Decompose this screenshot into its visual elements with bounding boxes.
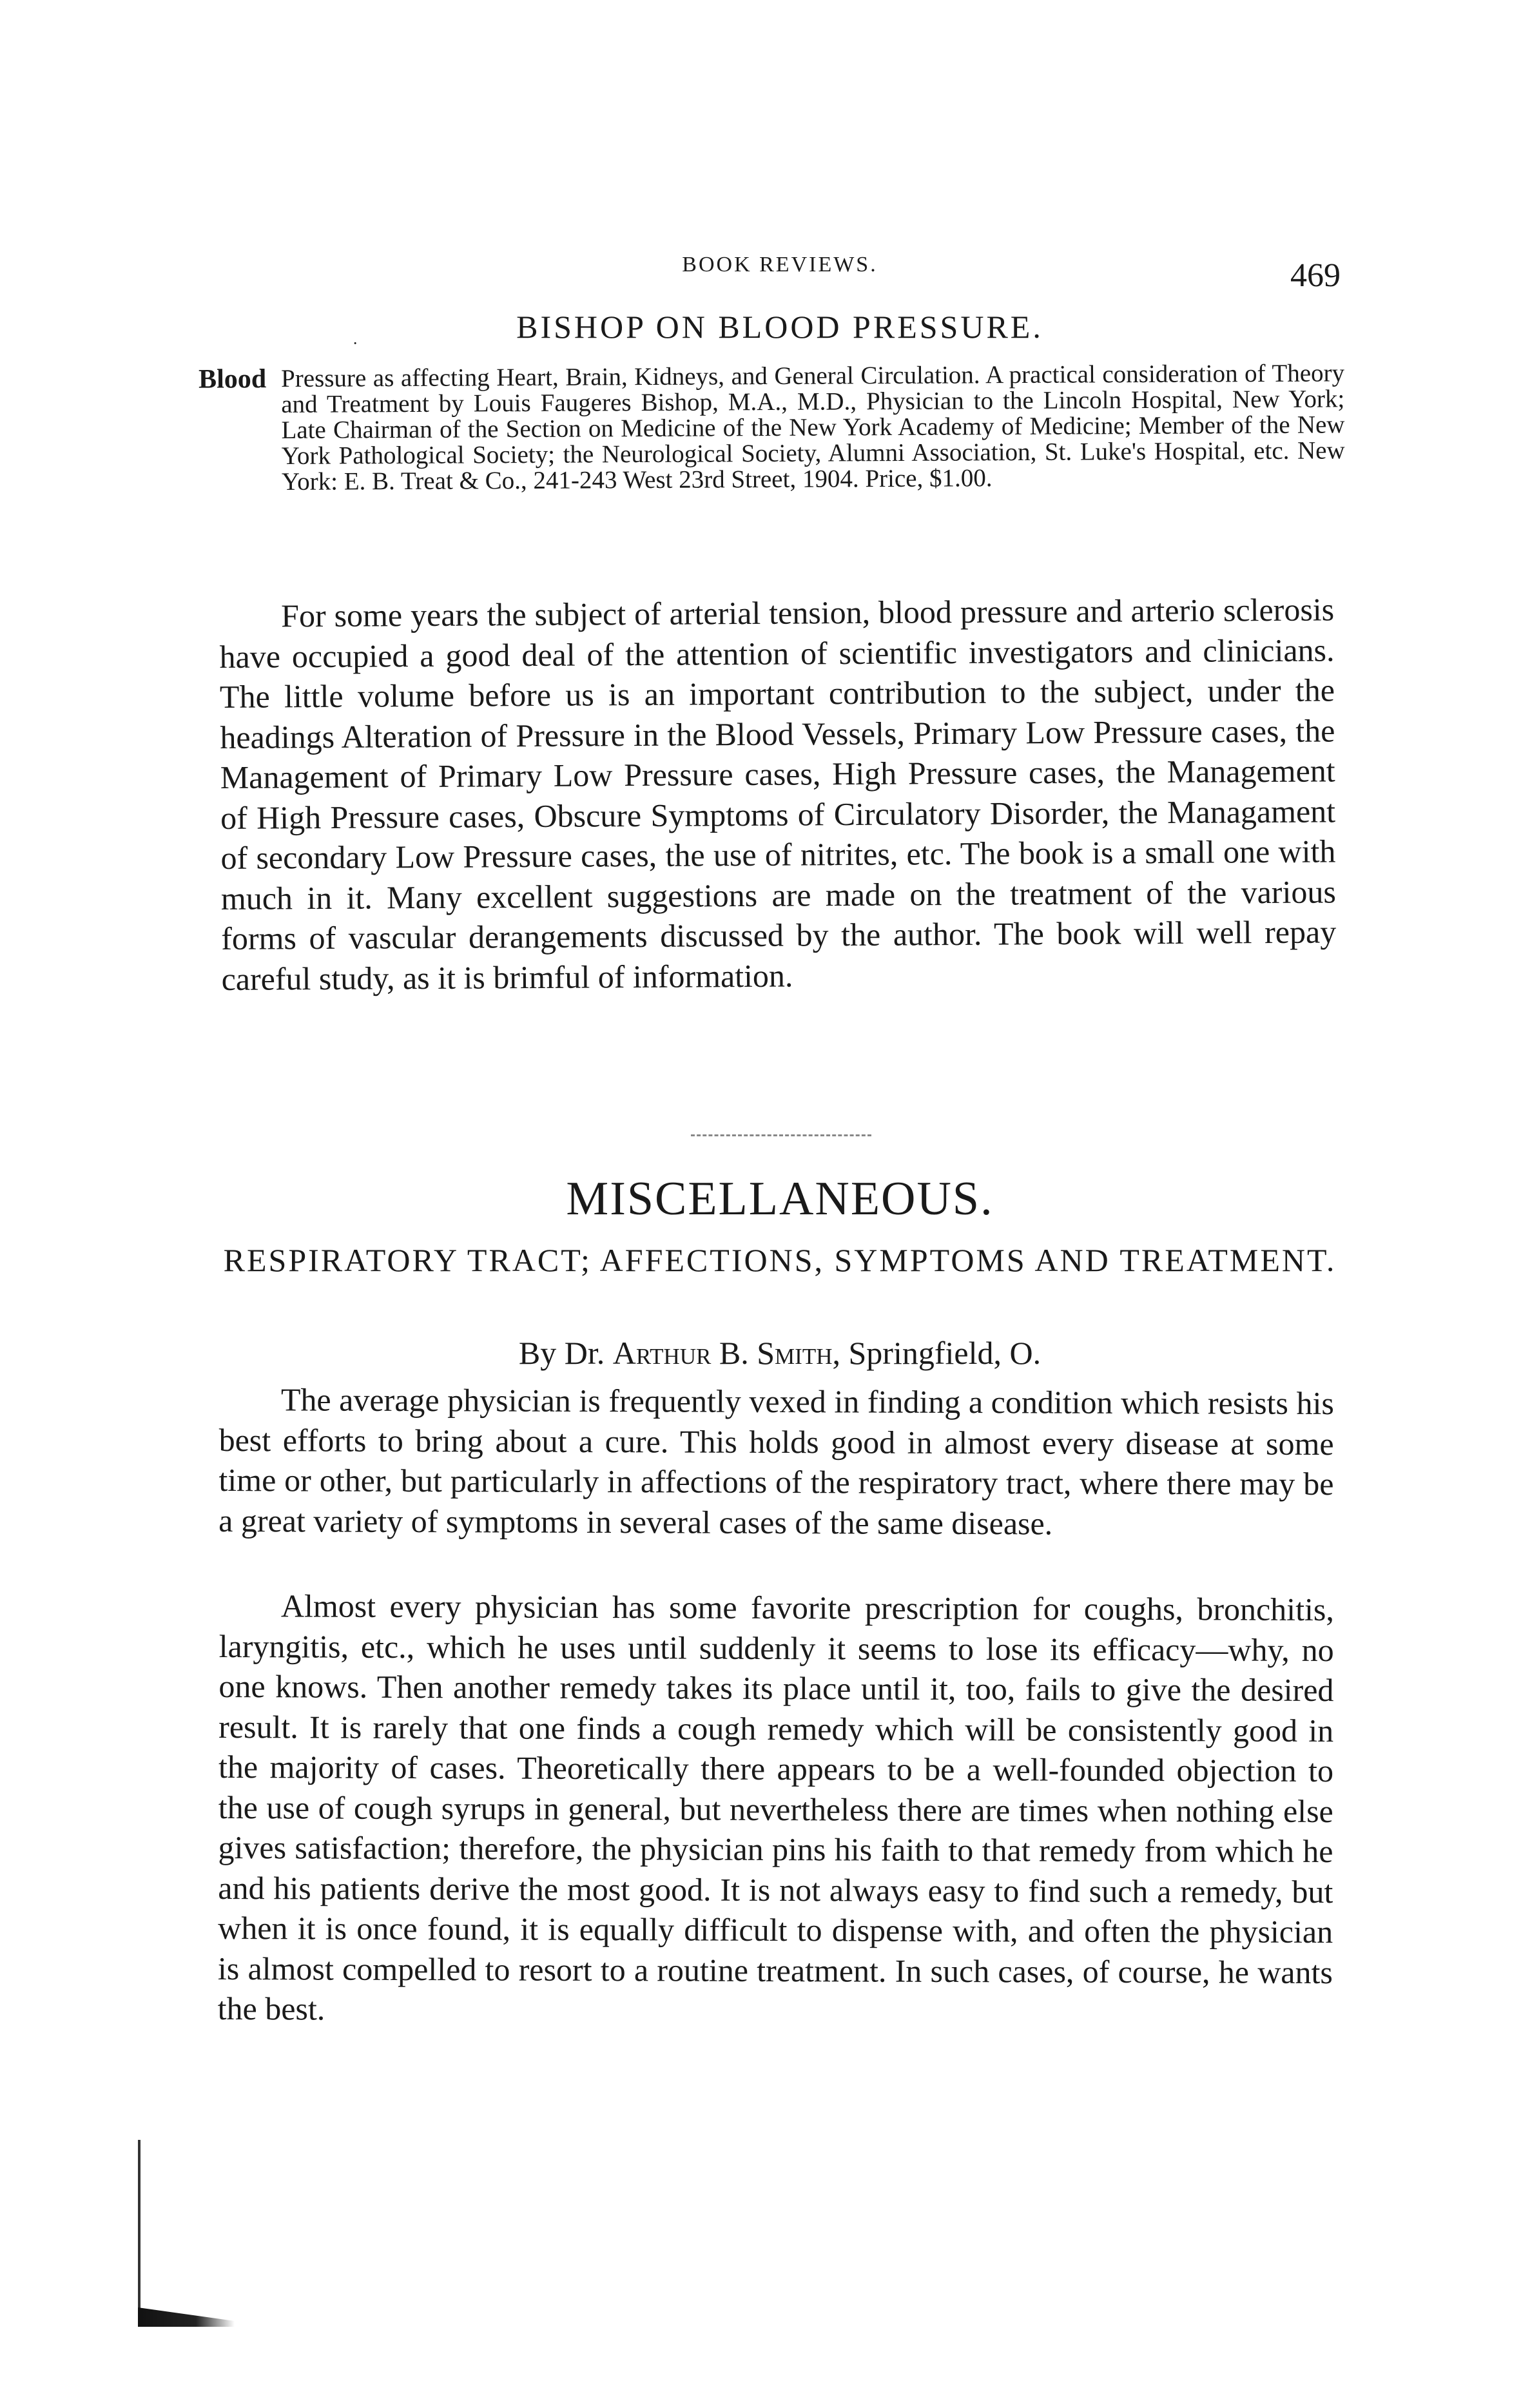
review-heading: BISHOP ON BLOOD PRESSURE. bbox=[516, 309, 1043, 345]
byline-prefix: By Dr. bbox=[518, 1335, 605, 1371]
book-citation bbox=[198, 359, 1345, 496]
author-name: Arthur B. Smith bbox=[612, 1335, 833, 1371]
byline bbox=[219, 1334, 1341, 1372]
review-body: For some years the subject of arterial tension, blood pressure and arterio sclerosis have occupied a good deal of the attention of scientific investigators and clinicians. The little volume before us is an important contribution to the subject, under the headings Alteration of Pressure in the Blood Vessels, Primary Low Pressure cases, the Management of Primary Low Pressure cases, High Pressure cases, the Management of High Pressure cases, Obscure Symptoms of Circulatory Disorder, the Managament of secondary Low Pressure cases, the use of nitrites, etc. The book is a small one with much in it. Many excellent suggestions are made on the treatment of the various forms of vascular derangements discussed by the author. The book will well repay careful study, as it is brimful of information. bbox=[219, 591, 1337, 997]
tick-mark: ∙ bbox=[353, 334, 358, 353]
byline-suffix: , Springfield, O. bbox=[832, 1335, 1041, 1371]
scan-margin-wedge bbox=[138, 2307, 235, 2327]
section-title: MISCELLANEOUS. bbox=[566, 1172, 994, 1225]
article-title: RESPIRATORY TRACT; AFFECTIONS, SYMPTOMS AND TREATMENT. bbox=[223, 1242, 1337, 1278]
scan-margin-line bbox=[138, 2140, 140, 2314]
article-paragraph-2: Almost every physician has some favorite prescription for coughs, bronchitis, laryngitis, etc., which he uses until suddenly it seems to lose its efficacy—why, no one knows. Then another remedy takes its place until it, too, fails to give the desired result. It is rarely that one finds a cough remedy which will be consistently good in the majority of cases. Theoretically there appears to be a well-founded objection to the use of cough syrups in general, but nevertheless there are times when nothing else gives satisfaction; therefore, the physician pins his faith to that remedy from which he and his patients derive the most good. It is not always easy to find such a remedy, but when it is once found, it is equally difficult to dispense with, and often the physician is almost compelled to resort to a routine treatment. In such cases, of course, he wants the best. bbox=[217, 1588, 1334, 2027]
article-paragraph-1: The average physician is frequently vexed in finding a condition which resists his best efforts to bring about a cure. This holds good in almost every disease at some time or other, but particularly in affections of the respiratory tract, where there may be a great variety of symptoms in several cases of the same disease. bbox=[218, 1381, 1334, 1542]
citation-text: Pressure as affecting Heart, Brain, Kidneys, and General Circulation. A practical consideration of Theory and Treatment by Louis Faugeres Bishop, M.A., M.D., Physician to the Lincoln Hospital, New York; Late Chairman of the Section on Medicine of the New York Academy of Medicine; Member of the New York Pathological Society; the Neurological Society, Alumni Association, St. Luke's Hospital, etc. New York: E. B. Treat & Co., 241-243 West 23rd Street, 1904. Price, $1.00. bbox=[280, 359, 1345, 496]
running-head bbox=[219, 253, 1341, 294]
citation-initial: Blood bbox=[198, 364, 267, 394]
running-title: BOOK REVIEWS. bbox=[682, 253, 878, 277]
page-number: 469 bbox=[1290, 257, 1341, 294]
section-divider bbox=[691, 1134, 871, 1138]
